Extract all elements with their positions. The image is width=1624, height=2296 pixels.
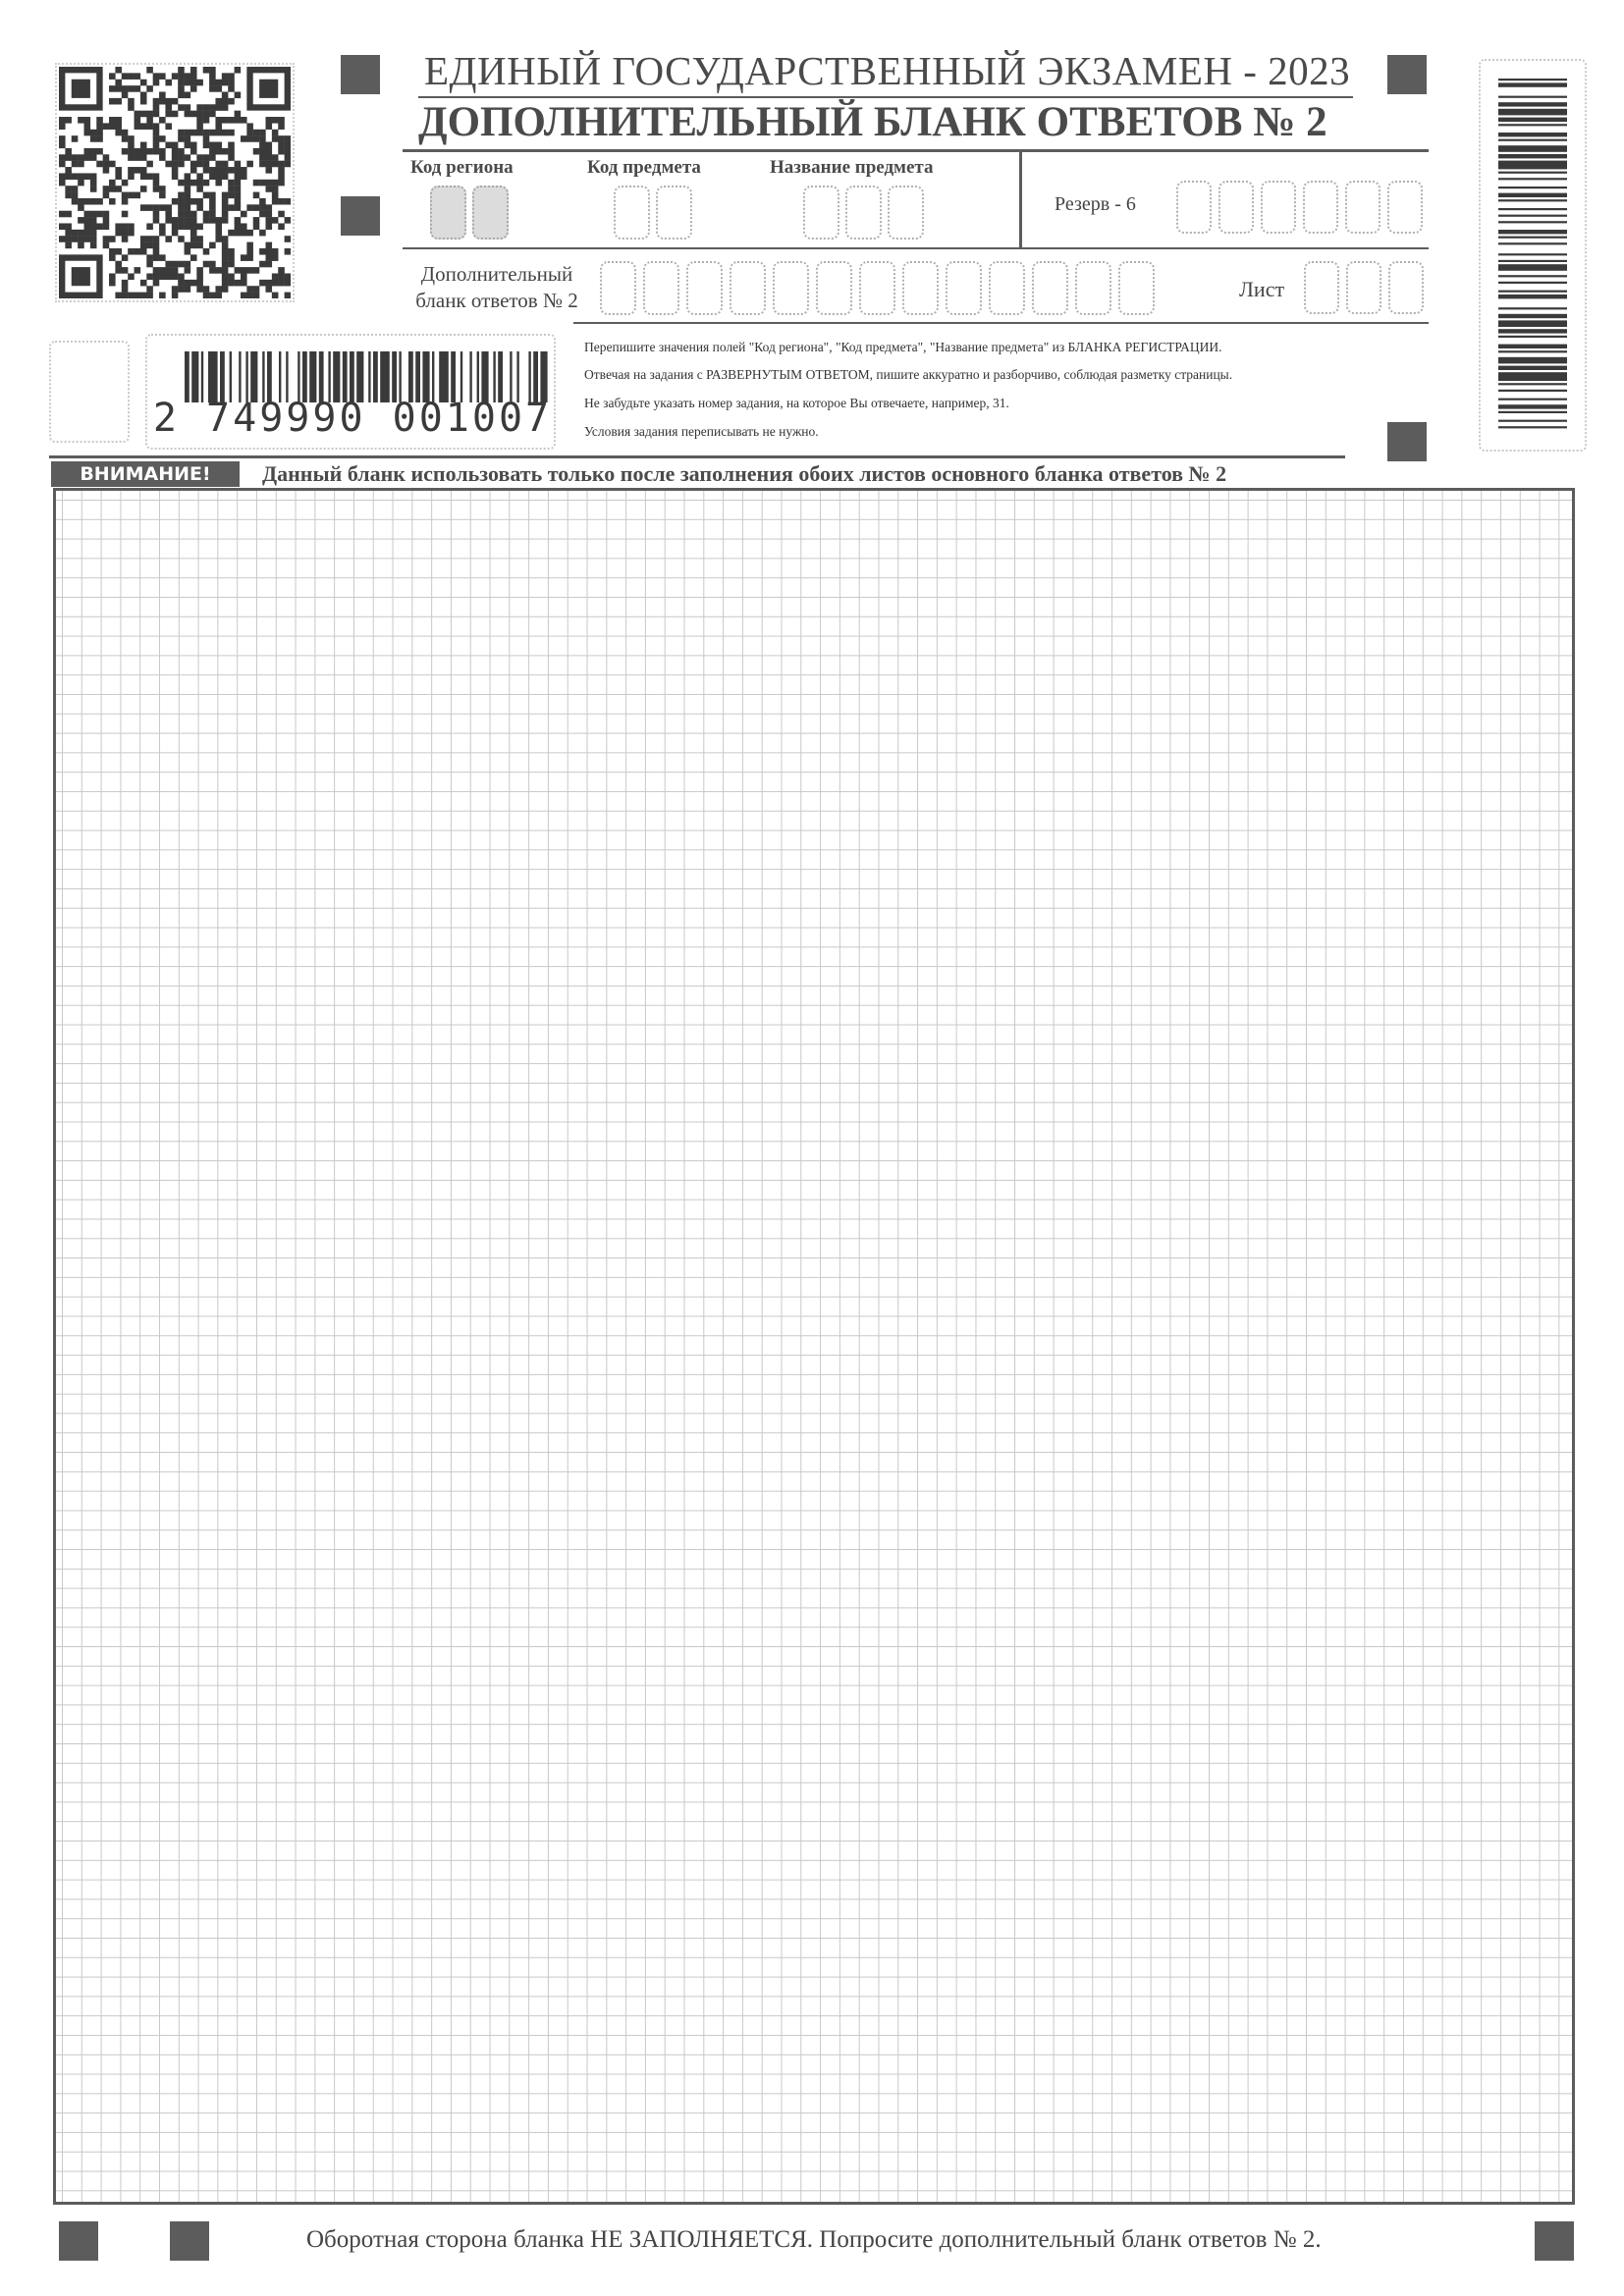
subject-name-cell[interactable] [888, 186, 924, 240]
reserve-cell[interactable] [1261, 181, 1296, 234]
extra-sheet-number-cell[interactable] [859, 261, 895, 315]
subject-name-cell[interactable] [803, 186, 839, 240]
answer-area[interactable] [53, 488, 1575, 2205]
alignment-marker [1535, 2221, 1574, 2261]
extra-sheet-number-cell[interactable] [1032, 261, 1068, 315]
subject-code-cell[interactable] [656, 186, 692, 240]
extra-sheet-number-cell[interactable] [643, 261, 679, 315]
alignment-marker [1387, 422, 1427, 461]
sheet-number-cell[interactable] [1304, 261, 1339, 314]
region-code-label: Код региона [410, 157, 514, 178]
extra-sheet-number-cell[interactable] [946, 261, 982, 315]
alignment-marker [341, 55, 380, 94]
exam-title: ЕДИНЫЙ ГОСУДАРСТВЕННЫЙ ЭКЗАМЕН - 2023 [424, 48, 1351, 93]
extra-sheet-number-cell[interactable] [730, 261, 766, 315]
reserve-cell[interactable] [1303, 181, 1338, 234]
sheet-number-cell[interactable] [1388, 261, 1424, 314]
reserve-cell[interactable] [1387, 181, 1423, 234]
extra-sheet-number-cell[interactable] [902, 261, 939, 315]
instruction-line: Отвечая на задания с РАЗВЕРНУТЫМ ОТВЕТОМ, пишите аккуратно и разборчиво, соблюдая разметку страницы. [584, 367, 1233, 382]
extra-sheet-number-cell[interactable] [773, 261, 809, 315]
alignment-marker [170, 2221, 209, 2261]
extra-sheet-number-cell[interactable] [1118, 261, 1155, 315]
warning-text: Данный бланк использовать только после заполнения обоих листов основного бланка ответов № 2 [262, 461, 1227, 486]
extra-sheet-number-cell[interactable] [1075, 261, 1111, 315]
extra-sheet-number-cell[interactable] [600, 261, 636, 315]
subject-name-cell[interactable] [845, 186, 882, 240]
barcode-number: 2 749990 001007 [152, 396, 553, 441]
sheet-number-cell[interactable] [1346, 261, 1381, 314]
form-title: ДОПОЛНИТЕЛЬНЫЙ БЛАНК ОТВЕТОВ № 2 [418, 99, 1327, 145]
alignment-marker [59, 2221, 98, 2261]
warning-badge: ВНИМАНИЕ! [51, 461, 240, 487]
horizontal-barcode [145, 334, 556, 450]
reserve-cell[interactable] [1218, 181, 1254, 234]
footer-note: Оборотная сторона бланка НЕ ЗАПОЛНЯЕТСЯ. Попросите дополнительный бланк ответов № 2. [306, 2226, 1322, 2253]
region-code-cell[interactable] [472, 186, 509, 240]
qr-code [55, 63, 295, 302]
sheet-label: Лист [1239, 277, 1285, 301]
instruction-line: Условия задания переписывать не нужно. [584, 424, 819, 439]
subject-code-cell[interactable] [614, 186, 650, 240]
vertical-barcode [1479, 59, 1587, 452]
instruction-line: Перепишите значения полей "Код региона", "Код предмета", "Название предмета" из БЛАНКА РЕГИСТРАЦИИ. [584, 340, 1222, 354]
extra-sheet-number-cell[interactable] [989, 261, 1025, 315]
instruction-line: Не забудьте указать номер задания, на которое Вы отвечаете, например, 31. [584, 396, 1009, 410]
barcode-left-box [49, 341, 130, 443]
region-code-cell[interactable] [430, 186, 466, 240]
alignment-marker [1387, 55, 1427, 94]
extra-sheet-number-cell[interactable] [816, 261, 852, 315]
alignment-marker [341, 196, 380, 236]
reserve-label: Резерв - 6 [1055, 193, 1136, 215]
extra-sheet-label: Дополнительный бланк ответов № 2 [415, 262, 578, 312]
subject-name-label: Название предмета [770, 157, 934, 178]
subject-code-label: Код предмета [587, 157, 701, 178]
reserve-cell[interactable] [1345, 181, 1380, 234]
reserve-cell[interactable] [1176, 181, 1212, 234]
extra-sheet-number-cell[interactable] [686, 261, 723, 315]
